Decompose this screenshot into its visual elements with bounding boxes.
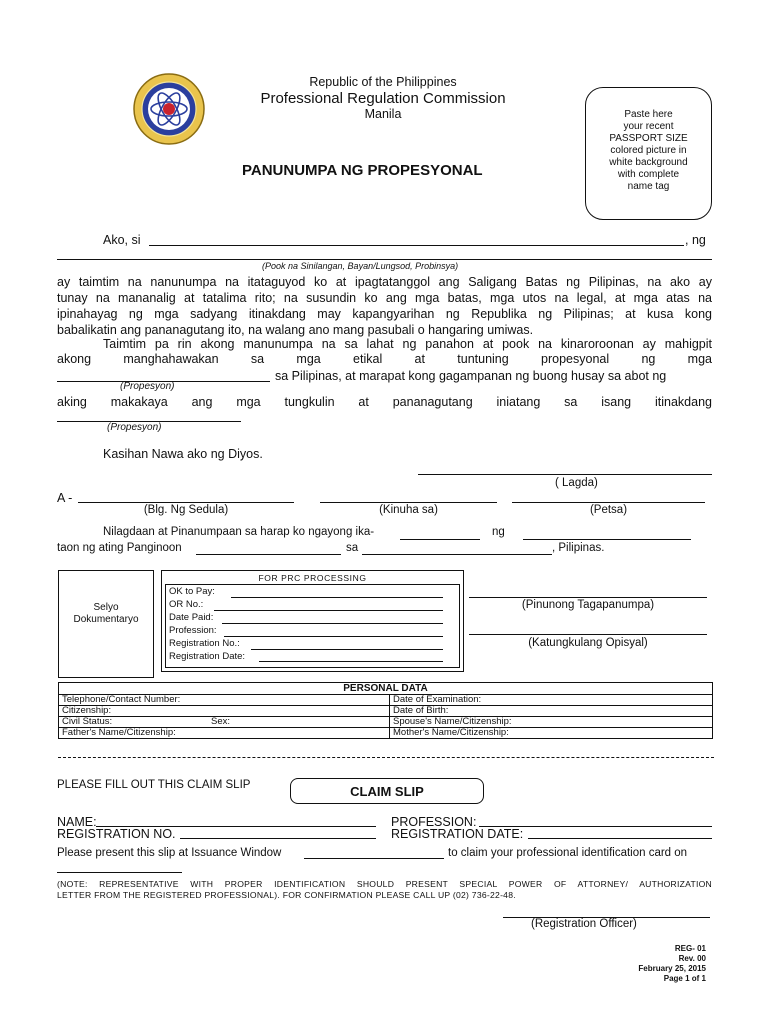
father-cell[interactable]: Father's Name/Citizenship: bbox=[59, 728, 390, 739]
cut-line bbox=[58, 757, 714, 758]
note-line-1: (NOTE: REPRESENTATIVE WITH PROPER IDENTIFICATION SHOULD PRESENT SPECIAL POWER OF ATTORNEY/ AUTHORIZATION bbox=[57, 879, 712, 889]
kinuha-field[interactable] bbox=[320, 502, 497, 503]
claim-slip-title: CLAIM SLIP bbox=[290, 778, 484, 804]
commission-heading: Professional Regulation Commission bbox=[260, 90, 506, 107]
civil-status-label: Civil Status: bbox=[62, 716, 113, 727]
date-paid-field[interactable] bbox=[222, 623, 443, 624]
republic-heading: Republic of the Philippines bbox=[309, 75, 457, 89]
registration-no-label: Registration No.: bbox=[169, 638, 240, 649]
table-row bbox=[59, 717, 713, 728]
note-line-2: LETTER FROM THE REGISTERED PROFESSIONAL). FOR CONFIRMATION PLEASE CALL UP (02) 736-22-48. bbox=[57, 890, 516, 900]
city-heading: Manila bbox=[364, 107, 402, 121]
month-field[interactable] bbox=[523, 539, 691, 540]
year-label: taon ng ating Panginoon bbox=[57, 542, 182, 554]
selyo-label: Selyo bbox=[93, 602, 119, 613]
documentary-stamp-box bbox=[58, 570, 154, 678]
form-code: REG- 01 bbox=[674, 944, 706, 953]
photo-instruction-line: with complete bbox=[617, 169, 680, 180]
revision-date: February 25, 2015 bbox=[638, 964, 706, 973]
registration-date-label: Registration Date: bbox=[169, 651, 246, 662]
photo-instruction-line: name tag bbox=[627, 181, 670, 192]
claim-profession-label: PROFESSION: bbox=[391, 815, 477, 829]
claim-reg-no-field[interactable] bbox=[180, 838, 376, 839]
claim-date-field[interactable] bbox=[57, 872, 182, 873]
processing-title: FOR PRC PROCESSING bbox=[258, 573, 367, 583]
processing-registration-no-field[interactable] bbox=[251, 649, 443, 650]
oath-paragraph-2-line-1: Taimtim pa rin akong manunumpa na sa lahat ng panahon at pook na kinaroroonan ay mahigpit bbox=[103, 337, 712, 351]
sworn-label: Nilagdaan at Pinanumpaan sa harap ko ngayong ika- bbox=[103, 526, 375, 538]
claim-reg-no-label: REGISTRATION NO. bbox=[57, 827, 176, 841]
present-slip-text: Please present this slip at Issuance Window bbox=[57, 847, 282, 859]
table-row bbox=[59, 695, 713, 706]
passport-photo-box[interactable] bbox=[585, 87, 712, 220]
oath-paragraph-2-line-3: sa Pilipinas, at marapat kong gagampanan ng buong husay sa abot ng bbox=[275, 369, 667, 383]
day-field[interactable] bbox=[400, 539, 480, 540]
year-field[interactable] bbox=[196, 554, 341, 555]
official-label: (Katungkulang Opisyal) bbox=[528, 637, 648, 649]
oath-line: tunay na mananalig at tatalima rito; na susundin ko ang mga batas, mga utos na legal, at mga atas na bbox=[57, 291, 712, 305]
ako-si-label: Ako, si bbox=[103, 233, 141, 247]
petsa-label: (Petsa) bbox=[589, 504, 628, 516]
exam-date-cell[interactable]: Date of Examination: bbox=[390, 695, 713, 706]
ok-to-pay-field[interactable] bbox=[231, 597, 443, 598]
name-field[interactable] bbox=[149, 245, 684, 246]
table-row bbox=[59, 706, 713, 717]
birthplace-field[interactable] bbox=[57, 259, 712, 260]
oath-line: ipinahayag ng mga sadyang itinakdang may kapangyarihan ng Republika ng Pilipinas; at kusa kong bbox=[57, 307, 712, 321]
petsa-field[interactable] bbox=[512, 502, 705, 503]
signature-field[interactable] bbox=[418, 474, 712, 475]
citizenship-cell[interactable]: Citizenship: bbox=[59, 706, 390, 717]
birthplace-hint: (Pook na Sinilangan, Bayan/Lungsod, Probinsya) bbox=[262, 261, 459, 271]
official-signature[interactable] bbox=[469, 634, 707, 635]
photo-instruction-line: PASSPORT SIZE bbox=[609, 133, 688, 144]
oath-paragraph-1 bbox=[57, 274, 712, 338]
photo-instruction-line: your recent bbox=[623, 121, 674, 132]
oath-paragraph-2-line-2: akong manghahawakan sa mga etikal at tuntuning propesyonal ng mga bbox=[57, 352, 712, 366]
table-row bbox=[59, 683, 713, 695]
oath-line: ay taimtim na nanunumpa na itataguyod ko at ipagtatanggol ang Saligang Batas ng Pilipinas, na ako ay bbox=[57, 275, 712, 289]
photo-instruction-line: colored picture in bbox=[610, 145, 687, 156]
a-prefix: A - bbox=[57, 491, 73, 505]
prc-seal-logo bbox=[132, 72, 206, 146]
claim-id-text: to claim your professional identification card on bbox=[448, 847, 688, 859]
telephone-cell[interactable]: Telephone/Contact Number: bbox=[59, 695, 390, 706]
sex-label: Sex: bbox=[211, 716, 231, 727]
date-paid-label: Date Paid: bbox=[169, 612, 214, 623]
issuance-window-field[interactable] bbox=[304, 858, 444, 859]
signature-label: ( Lagda) bbox=[555, 477, 598, 489]
sworn-ng-label: ng bbox=[492, 526, 505, 538]
profession-label: Profession: bbox=[169, 625, 217, 636]
ng-label: , ng bbox=[685, 233, 706, 247]
revision: Rev. 00 bbox=[678, 954, 706, 963]
place-field[interactable] bbox=[362, 554, 552, 555]
page-number: Page 1 of 1 bbox=[663, 974, 706, 983]
birth-date-cell[interactable]: Date of Birth: bbox=[390, 706, 713, 717]
ok-to-pay-label: OK to Pay: bbox=[169, 586, 215, 597]
spouse-cell[interactable]: Spouse's Name/Citizenship: bbox=[390, 717, 713, 728]
personal-data-table bbox=[58, 682, 713, 739]
page-title: PANUNUMPA NG PROPESYONAL bbox=[242, 162, 483, 179]
processing-registration-date-field[interactable] bbox=[259, 661, 443, 662]
photo-instruction-line: Paste here bbox=[624, 109, 673, 120]
claim-reg-date-field[interactable] bbox=[528, 838, 712, 839]
pilipinas-label: , Pilipinas. bbox=[552, 542, 605, 554]
dokumentaryo-label: Dokumentaryo bbox=[73, 614, 139, 625]
mother-cell[interactable]: Mother's Name/Citizenship: bbox=[390, 728, 713, 739]
closing-line: Kasihan Nawa ako ng Diyos. bbox=[103, 447, 263, 461]
sedula-field[interactable] bbox=[78, 502, 294, 503]
administering-officer-signature[interactable] bbox=[469, 597, 707, 598]
personal-data-title: PERSONAL DATA bbox=[59, 683, 713, 695]
oath-paragraph-2-line-4: aking makakaya ang mga tungkulin at pananagutang iniatang sa isang itinakdang bbox=[57, 395, 712, 409]
registration-officer-label: (Registration Officer) bbox=[531, 918, 637, 930]
administering-officer-label: (Pinunong Tagapanumpa) bbox=[521, 599, 655, 611]
claim-name-label: NAME: bbox=[57, 815, 97, 829]
sedula-label: (Blg. Ng Sedula) bbox=[143, 504, 229, 516]
oath-line: babalikatin ang pananagutang ito, na walang ano mang pasubali o hangaring umiwas. bbox=[57, 323, 534, 337]
kinuha-label: (Kinuha sa) bbox=[379, 504, 438, 516]
profession-hint-2: (Propesyon) bbox=[107, 422, 162, 433]
table-row bbox=[59, 728, 713, 739]
processing-profession-field[interactable] bbox=[224, 636, 443, 637]
civil-status-cell[interactable] bbox=[59, 717, 390, 728]
or-no-field[interactable] bbox=[214, 610, 443, 611]
claim-instruction: PLEASE FILL OUT THIS CLAIM SLIP bbox=[57, 779, 251, 791]
photo-instruction-line: white background bbox=[609, 157, 688, 168]
or-no-label: OR No.: bbox=[169, 599, 204, 610]
claim-reg-date-label: REGISTRATION DATE: bbox=[391, 827, 524, 841]
sworn-sa-label: sa bbox=[346, 542, 359, 554]
profession-hint-1: (Propesyon) bbox=[120, 381, 175, 392]
